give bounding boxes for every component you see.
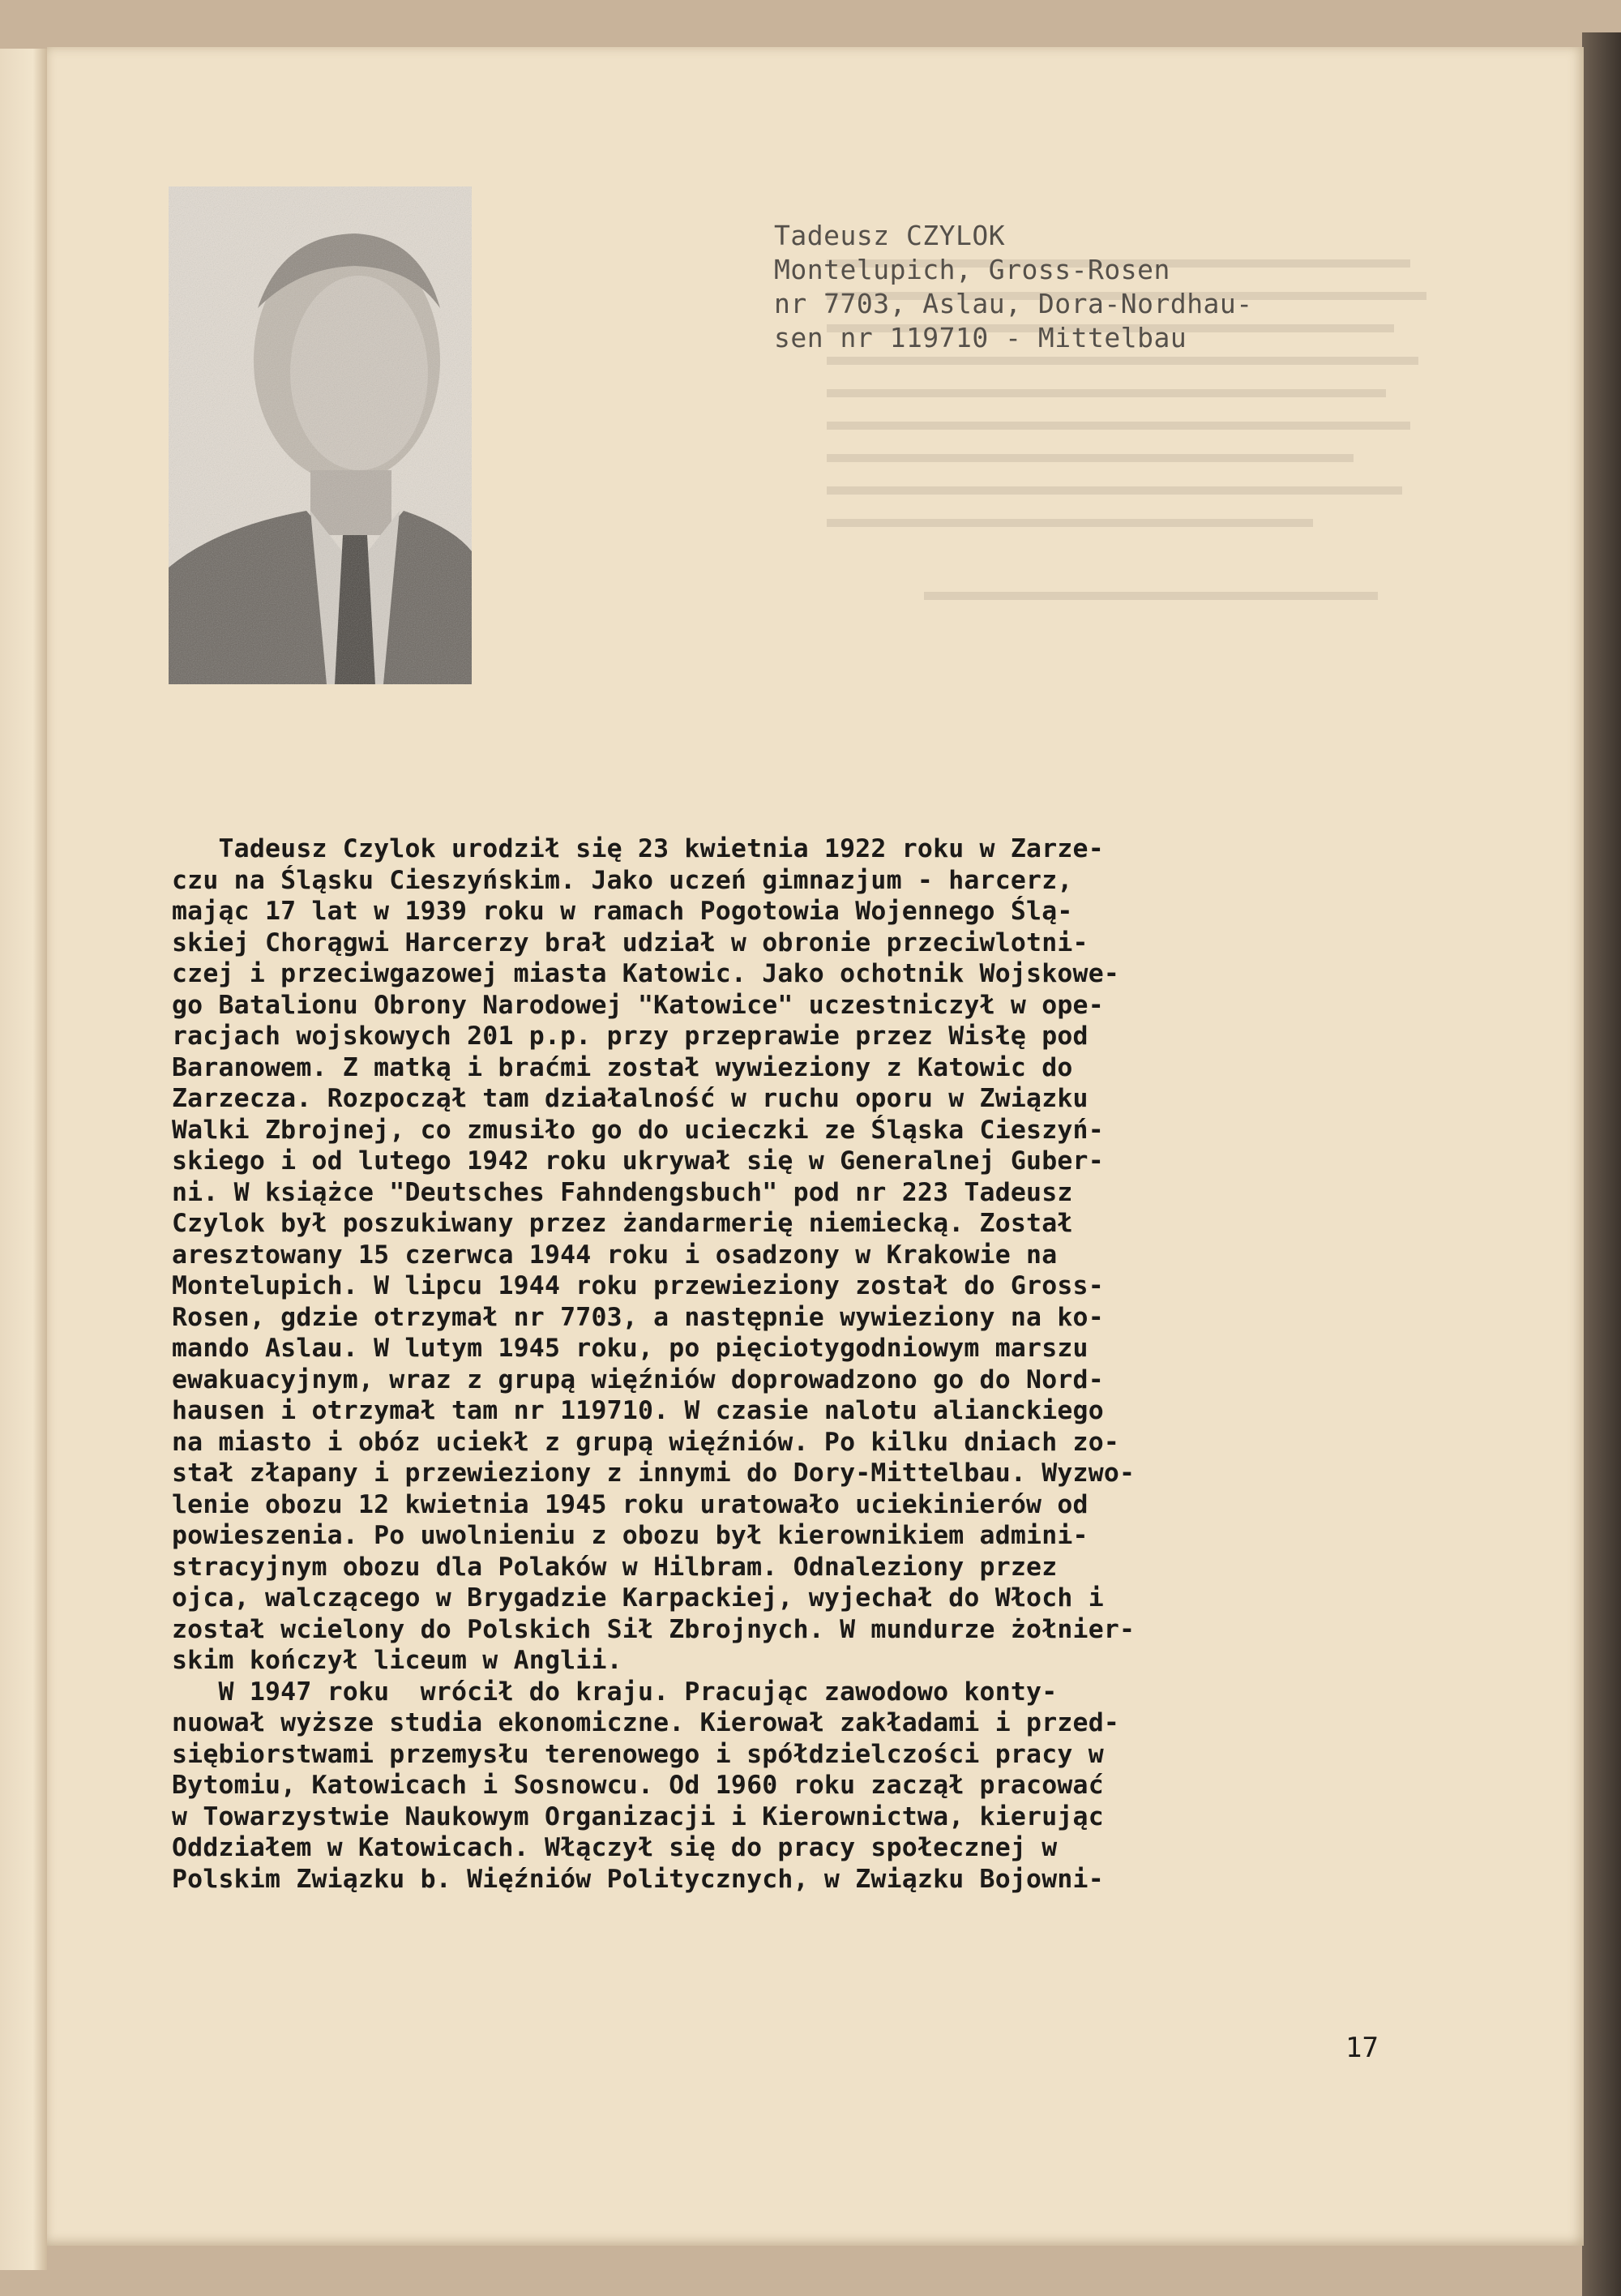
text-line: W 1947 roku wrócił do kraju. Pracując zawodowo konty-: [172, 1677, 1058, 1707]
text-line: Zarzecza. Rozpoczął tam działalność w ruchu oporu w Związku: [172, 1084, 1089, 1113]
text-line: czej i przeciwgazowej miasta Katowic. Jako ochotnik Wojskowe-: [172, 959, 1120, 988]
text-line: skim kończył liceum w Anglii.: [172, 1646, 622, 1675]
biography-text: [172, 833, 1436, 1895]
text-line: Tadeusz Czylok urodził się 23 kwietnia 1922 roku w Zarze-: [172, 834, 1104, 863]
text-line: Baranowem. Z matką i braćmi został wywieziony z Katowic do: [172, 1052, 1073, 1082]
camp-line-3: sen nr 119710 - Mittelbau: [774, 322, 1187, 353]
previous-page-edge: [0, 49, 47, 2270]
text-line: Rosen, gdzie otrzymał nr 7703, a następnie wywieziony na ko-: [172, 1302, 1104, 1332]
text-line: mając 17 lat w 1939 roku w ramach Pogotowia Wojennego Ślą-: [172, 897, 1073, 926]
camp-line-1: Montelupich, Gross-Rosen: [774, 254, 1170, 285]
text-line: go Batalionu Obrony Narodowej "Katowice" uczestniczył w ope-: [172, 990, 1104, 1020]
text-line: w Towarzystwie Naukowym Organizacji i Kierownictwa, kierując: [172, 1801, 1104, 1831]
page-number: 17: [1345, 2032, 1379, 2064]
portrait-photo: [169, 186, 472, 684]
text-line: ni. W książce "Deutsches Fahndengsbuch" pod nr 223 Tadeusz: [172, 1177, 1073, 1207]
text-line: lenie obozu 12 kwietnia 1945 roku uratowało uciekinierów od: [172, 1489, 1089, 1519]
text-line: hausen i otrzymał tam nr 119710. W czasie nalotu alianckiego: [172, 1396, 1104, 1425]
camp-line-2: nr 7703, Aslau, Dora-Nordhau-: [774, 288, 1253, 319]
text-line: ojca, walczącego w Brygadzie Karpackiej, wyjechał do Włoch i: [172, 1583, 1104, 1613]
text-line: Czylok był poszukiwany przez żandarmerię niemiecką. Został: [172, 1209, 1073, 1238]
text-line: Montelupich. W lipcu 1944 roku przewieziony został do Gross-: [172, 1271, 1104, 1300]
text-line: powieszenia. Po uwolnieniu z obozu był kierownikiem admini-: [172, 1521, 1089, 1550]
text-line: na miasto i obóz uciekł z grupą więźniów. Po kilku dniach zo-: [172, 1427, 1120, 1457]
text-line: Walki Zbrojnej, co zmusiło go do ucieczki ze Śląska Cieszyń-: [172, 1115, 1104, 1145]
text-line: Oddziałem w Katowicach. Włączył się do pracy społecznej w: [172, 1833, 1058, 1862]
prisoner-header: [774, 219, 1358, 355]
prisoner-name: Tadeusz CZYLOK: [774, 220, 1006, 251]
text-line: siębiorstwami przemysłu terenowego i spółdzielczości pracy w: [172, 1739, 1104, 1769]
text-line: stał złapany i przewieziony z innymi do Dory-Mittelbau. Wyzwo-: [172, 1459, 1136, 1488]
text-line: skiego i od lutego 1942 roku ukrywał się w Generalnej Guber-: [172, 1146, 1104, 1176]
text-line: mando Aslau. W lutym 1945 roku, po pięciotygodniowym marszu: [172, 1334, 1089, 1363]
text-line: racjach wojskowych 201 p.p. przy przeprawie przez Wisłę pod: [172, 1022, 1089, 1051]
text-line: stracyjnym obozu dla Polaków w Hilbram. Odnaleziony przez: [172, 1552, 1058, 1582]
book-edge-shadow: [1582, 32, 1621, 2296]
text-line: czu na Śląsku Cieszyńskim. Jako uczeń gimnazjum - harcerz,: [172, 865, 1073, 895]
text-line: został wcielony do Polskich Sił Zbrojnych. W mundurze żołnier-: [172, 1614, 1136, 1644]
text-line: ewakuacyjnym, wraz z grupą więźniów doprowadzono go do Nord-: [172, 1364, 1104, 1394]
text-line: Polskim Związku b. Więźniów Politycznych, w Związku Bojowni-: [172, 1864, 1104, 1894]
text-line: aresztowany 15 czerwca 1944 roku i osadzony w Krakowie na: [172, 1240, 1058, 1270]
text-line: nuował wyższe studia ekonomiczne. Kierował zakładami i przed-: [172, 1708, 1120, 1737]
text-line: Bytomiu, Katowicach i Sosnowcu. Od 1960 roku zaczął pracować: [172, 1771, 1104, 1800]
text-line: skiej Chorągwi Harcerzy brał udział w obronie przeciwlotni-: [172, 927, 1089, 957]
